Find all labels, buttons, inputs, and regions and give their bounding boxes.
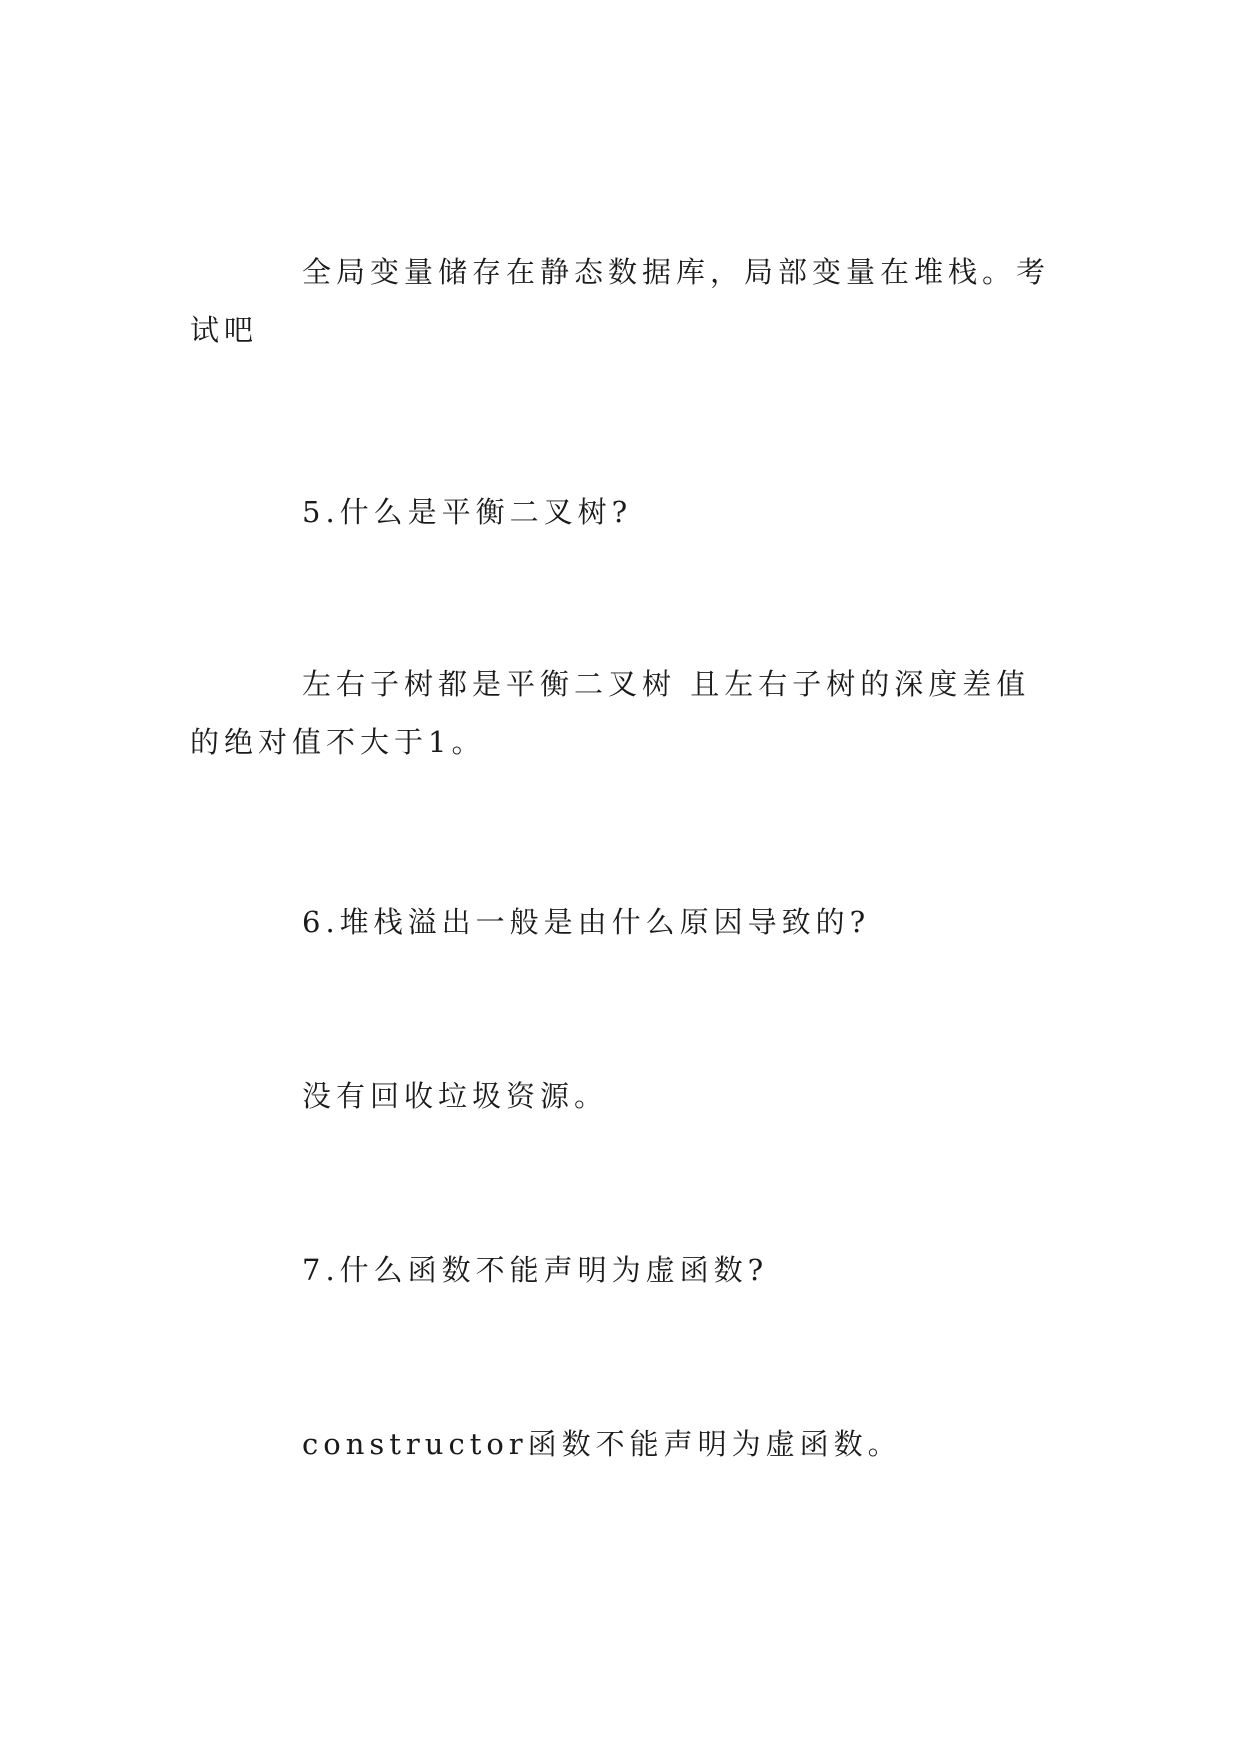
answer-6: 没有回收垃圾资源。 [302, 1079, 609, 1113]
answer-7: constructor函数不能声明为虚函数。 [302, 1427, 902, 1461]
question-6: 6.堆栈溢出一般是由什么原因导致的? [302, 905, 871, 939]
paragraph-variable-storage: 全局变量储存在静态数据库，局部变量在堆栈。考试吧 [190, 255, 1051, 347]
question-5: 5.什么是平衡二叉树? [302, 495, 633, 529]
answer-5: 左右子树都是平衡二叉树 且左右子树的深度差值的绝对值不大于1。 [190, 667, 1031, 759]
question-7: 7.什么函数不能声明为虚函数? [302, 1253, 769, 1287]
